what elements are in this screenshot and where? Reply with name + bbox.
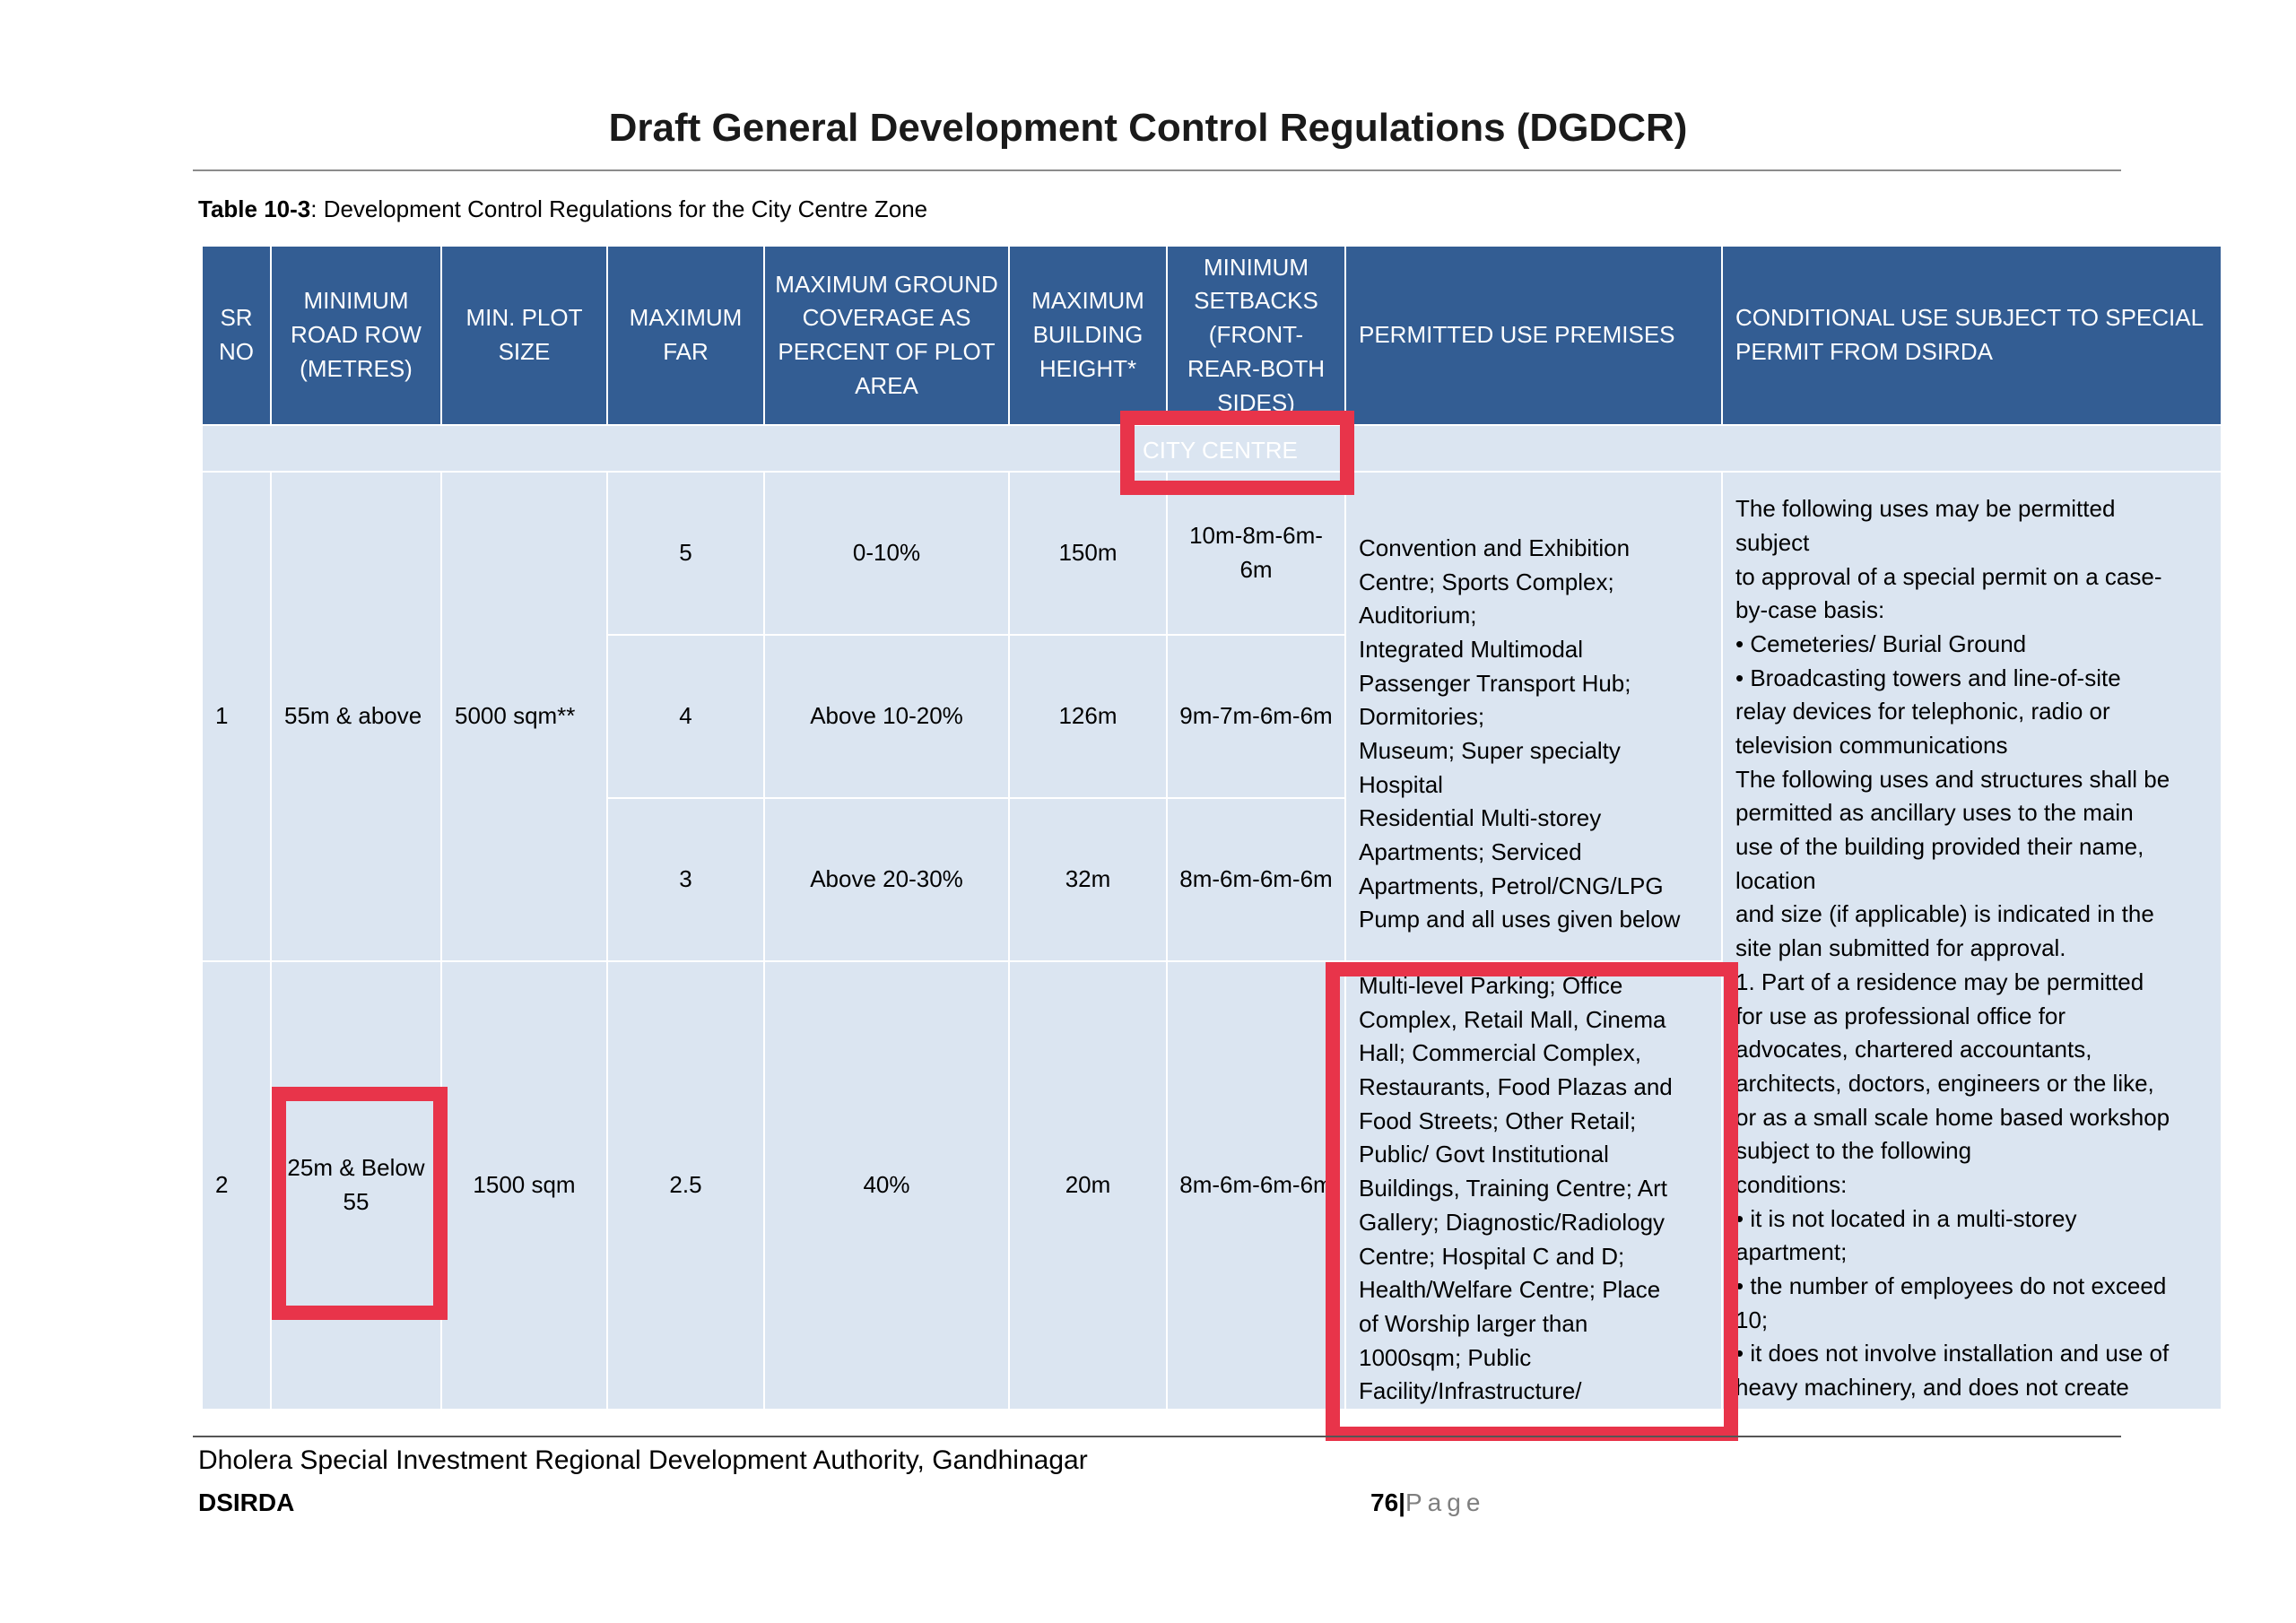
conditional-line: site plan submitted for approval. — [1735, 934, 2066, 962]
header-far: MAXIMUM FAR — [607, 246, 764, 425]
table-caption-label: Table 10-3 — [198, 195, 311, 222]
row2-road-row: 25m & Below 55 — [271, 961, 441, 1410]
row1a-height: 150m — [1009, 472, 1167, 635]
row1-permitted-line: Integrated Multimodal — [1359, 635, 1584, 663]
row1-permitted-line: Apartments, Petrol/CNG/LPG — [1359, 872, 1664, 899]
row2-plot-size: 1500 sqm — [441, 961, 607, 1410]
footer-organization: Dholera Special Investment Regional Development Authority, Gandhinagar — [198, 1445, 1088, 1475]
table-caption-text: : Development Control Regulations for the City Centre Zone — [310, 195, 928, 222]
row2-permitted-line: Complex, Retail Mall, Cinema — [1359, 1005, 1666, 1033]
conditional-line: 10; — [1735, 1306, 1769, 1333]
row1b-coverage: Above 10-20% — [764, 635, 1009, 798]
row2-permitted-line: Restaurants, Food Plazas and — [1359, 1073, 1673, 1101]
row2-permitted-line: Facility/Infrastructure/ — [1359, 1377, 1582, 1405]
zone-cell — [202, 425, 2222, 472]
conditional-line: • the number of employees do not exceed — [1735, 1272, 2167, 1299]
conditional-line: relay devices for telephonic, radio or — [1735, 698, 2110, 725]
page-number — [1370, 1488, 1485, 1517]
table-header-row — [202, 246, 2222, 425]
row1-permitted-line: Convention and Exhibition — [1359, 534, 1631, 561]
page-word: Page — [1405, 1488, 1486, 1516]
conditional-line: advocates, chartered accountants, — [1735, 1036, 2092, 1063]
footer-divider — [193, 1436, 2121, 1437]
conditional-line: to approval of a special permit on a case- — [1735, 562, 2162, 590]
row2-permitted-line: Multi-level Parking; Office — [1359, 972, 1623, 999]
row1-permitted — [1345, 472, 1722, 961]
row1a-far: 5 — [607, 472, 764, 635]
header-divider — [193, 169, 2121, 171]
conditional-line: • it does not involve installation and use of — [1735, 1340, 2170, 1367]
conditional-line: by-case basis: — [1735, 596, 1885, 624]
header-permitted: PERMITTED USE PREMISES — [1345, 246, 1722, 425]
row2-far: 2.5 — [607, 961, 764, 1410]
conditional-line: subject to the following — [1735, 1137, 1972, 1165]
row2-permitted-line: Gallery; Diagnostic/Radiology — [1359, 1208, 1665, 1236]
conditional-uses-cell — [1722, 472, 2222, 1410]
row1-plot-size: 5000 sqm** — [441, 472, 607, 961]
conditional-line: for use as professional office for — [1735, 1002, 2066, 1029]
conditional-line: and size (if applicable) is indicated in the — [1735, 900, 2154, 928]
row2-permitted-line: Health/Welfare Centre; Place — [1359, 1276, 1661, 1304]
row1-permitted-line: Pump and all uses given below — [1359, 906, 1681, 933]
row1b-setbacks: 9m-7m-6m-6m — [1167, 635, 1345, 798]
conditional-line: heavy machinery, and does not create — [1735, 1374, 2129, 1402]
row2-coverage: 40% — [764, 961, 1009, 1410]
row1c-far: 3 — [607, 798, 764, 961]
row1b-height: 126m — [1009, 635, 1167, 798]
row2-permitted-line: Centre; Hospital C and D; — [1359, 1242, 1625, 1270]
table-row — [202, 472, 2222, 635]
page-number-value: 76 — [1370, 1488, 1399, 1516]
zone-label: CITY CENTRE — [1143, 437, 1298, 464]
header-sr-no: SR NO — [202, 246, 271, 425]
row2-permitted-line: Hall; Commercial Complex, — [1359, 1039, 1641, 1067]
conditional-line: 1. Part of a residence may be permitted — [1735, 968, 2144, 995]
row1-permitted-line: Dormitories; — [1359, 703, 1485, 731]
conditional-line: The following uses and structures shall be — [1735, 765, 2170, 793]
header-conditional: CONDITIONAL USE SUBJECT TO SPECIAL PERMIT FROM DSIRDA — [1722, 246, 2222, 425]
row2-setbacks: 8m-6m-6m-6m — [1167, 961, 1345, 1410]
row1-permitted-line: Centre; Sports Complex; — [1359, 568, 1614, 595]
header-road-row: MINIMUM ROAD ROW (METRES) — [271, 246, 441, 425]
row2-sr: 2 — [202, 961, 271, 1410]
conditional-line: architects, doctors, engineers or the like, — [1735, 1069, 2154, 1097]
row2-permitted-line: Buildings, Training Centre; Art — [1359, 1175, 1667, 1202]
regulations-table — [201, 245, 2222, 1410]
header-plot-size: MIN. PLOT SIZE — [441, 246, 607, 425]
row2-permitted-line: Food Streets; Other Retail; — [1359, 1107, 1637, 1134]
row1-permitted-line: Residential Multi-storey — [1359, 804, 1602, 832]
conditional-line: apartment; — [1735, 1238, 1848, 1266]
conditional-line: • Broadcasting towers and line-of-site — [1735, 664, 2121, 691]
row1a-setbacks: 10m-8m-6m-6m — [1167, 472, 1345, 635]
row2-permitted-line: Public/ Govt Institutional — [1359, 1141, 1609, 1168]
header-height: MAXIMUM BUILDING HEIGHT* — [1009, 246, 1167, 425]
zone-row — [202, 425, 2222, 472]
row1c-setbacks: 8m-6m-6m-6m — [1167, 798, 1345, 961]
conditional-line: The following uses may be permitted — [1735, 495, 2116, 523]
row1-sr: 1 — [202, 472, 271, 961]
row2-permitted — [1345, 961, 1722, 1410]
conditional-line: • it is not located in a multi-storey — [1735, 1204, 2077, 1232]
conditional-line: or as a small scale home based workshop — [1735, 1103, 2170, 1131]
header-coverage: MAXIMUM GROUND COVERAGE AS PERCENT OF PLOT AREA — [764, 246, 1009, 425]
row1b-far: 4 — [607, 635, 764, 798]
row2-permitted-line: of Worship larger than — [1359, 1309, 1588, 1337]
row1-permitted-line: Apartments; Serviced — [1359, 838, 1582, 866]
row2-height: 20m — [1009, 961, 1167, 1410]
row1c-coverage: Above 20-30% — [764, 798, 1009, 961]
row1c-height: 32m — [1009, 798, 1167, 961]
conditional-line: use of the building provided their name, — [1735, 833, 2144, 861]
row2-permitted-line: 1000sqm; Public — [1359, 1343, 1532, 1371]
row1-permitted-line: Hospital — [1359, 770, 1443, 798]
row1-permitted-line: Museum; Super specialty — [1359, 737, 1621, 764]
page-number-separator: | — [1398, 1488, 1405, 1516]
page-title: Draft General Development Control Regulations (DGDCR) — [608, 106, 1688, 150]
table-caption — [198, 195, 927, 223]
conditional-line: • Cemeteries/ Burial Ground — [1735, 629, 2027, 657]
row1-permitted-line: Passenger Transport Hub; — [1359, 669, 1631, 697]
conditional-line: conditions: — [1735, 1170, 1848, 1198]
row1-road-row: 55m & above — [271, 472, 441, 961]
conditional-line: permitted as ancillary uses to the main — [1735, 799, 2134, 827]
conditional-line: television communications — [1735, 732, 2008, 759]
conditional-line: location — [1735, 866, 1816, 894]
row1a-coverage: 0-10% — [764, 472, 1009, 635]
row1-permitted-line: Auditorium; — [1359, 602, 1477, 629]
conditional-line: subject — [1735, 528, 1810, 556]
footer-abbreviation: DSIRDA — [198, 1488, 295, 1516]
header-setbacks: MINIMUM SETBACKS (FRONT-REAR-BOTH SIDES) — [1167, 246, 1345, 425]
